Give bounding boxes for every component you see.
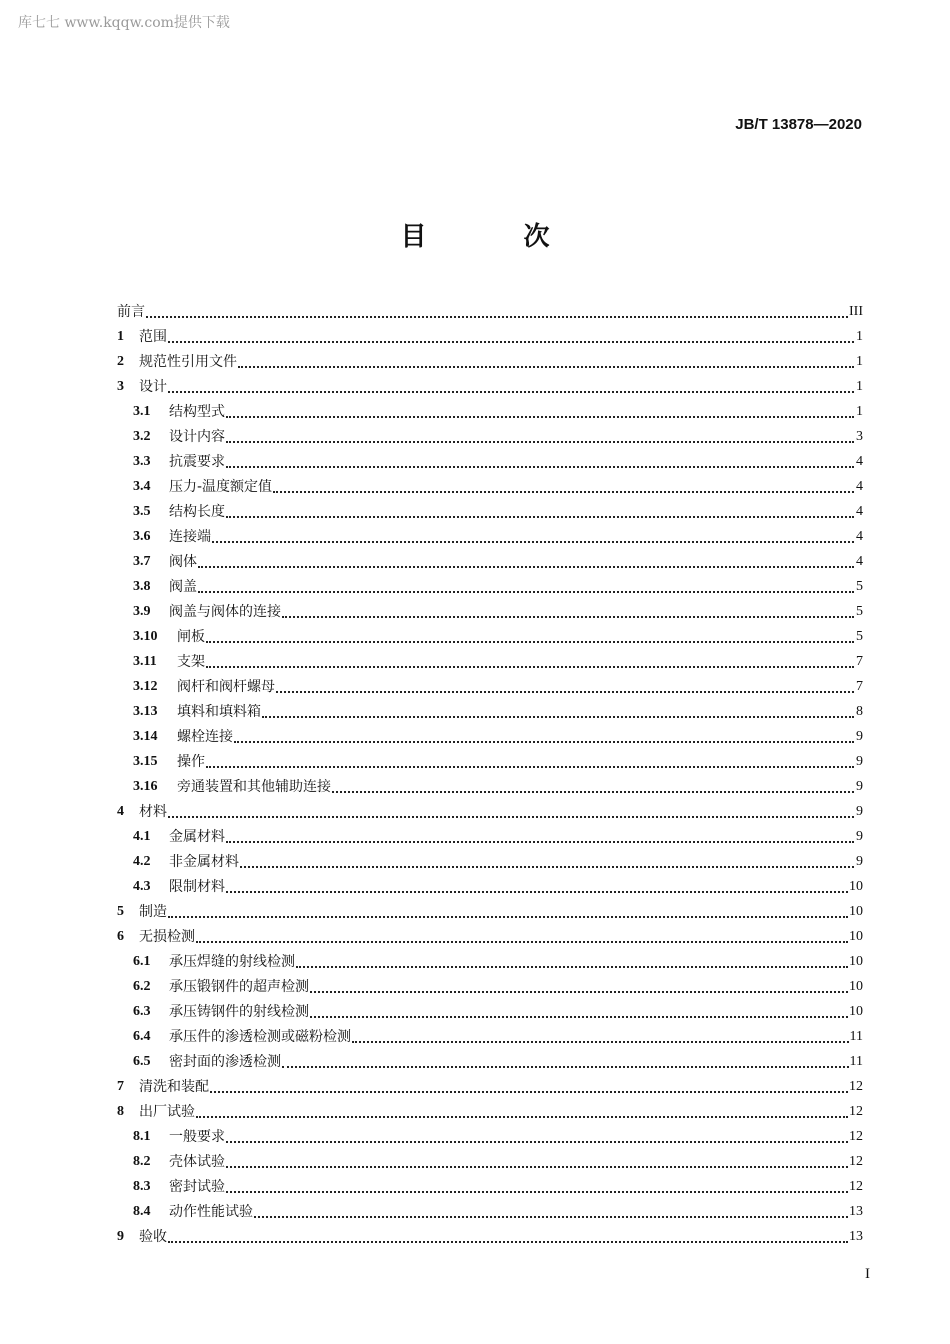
toc-entry-page: 4 (856, 554, 863, 569)
toc-entry-number: 3.8 (133, 579, 151, 594)
toc-entry-label: 闸板 (177, 629, 205, 645)
toc-entry-page: 10 (849, 879, 863, 894)
dot-leader (206, 665, 854, 668)
dot-leader (282, 1065, 849, 1068)
dot-leader (226, 440, 854, 443)
toc-entry-page: 1 (856, 379, 863, 394)
toc-entry[interactable] (117, 646, 863, 671)
watermark-text: 库七七 www.kqqw.com提供下载 (18, 15, 230, 31)
toc-entry-page: 11 (849, 1054, 863, 1069)
toc-entry-number: 3.2 (133, 429, 151, 444)
toc-entry[interactable] (117, 571, 863, 596)
toc-entry[interactable] (117, 721, 863, 746)
toc-entry[interactable] (117, 1096, 863, 1121)
toc-entry-number: 6.3 (133, 1004, 151, 1019)
toc-entry[interactable] (117, 1196, 863, 1221)
dot-leader (352, 1040, 849, 1043)
toc-entry-page: 10 (849, 904, 863, 919)
toc-entry-page: 4 (856, 454, 863, 469)
page-number: I (865, 1266, 870, 1282)
dot-leader (168, 915, 848, 918)
toc-entry-page: 5 (856, 579, 863, 594)
toc-entry-number: 9 (117, 1229, 124, 1244)
dot-leader (296, 965, 848, 968)
toc-entry-number: 5 (117, 904, 124, 919)
dot-leader (226, 465, 854, 468)
toc-entry-label: 材料 (139, 804, 167, 820)
toc-entry[interactable] (117, 1121, 863, 1146)
toc-entry-page: 12 (849, 1129, 863, 1144)
toc-entry-page: 12 (849, 1179, 863, 1194)
dot-leader (196, 1115, 848, 1118)
toc-entry[interactable] (117, 371, 863, 396)
toc-entry-page: 1 (856, 404, 863, 419)
toc-entry[interactable] (117, 696, 863, 721)
toc-entry-number: 6.1 (133, 954, 151, 969)
toc-entry-number: 6 (117, 929, 124, 944)
dot-leader (206, 640, 854, 643)
toc-entry-number: 7 (117, 1079, 124, 1094)
dot-leader (226, 415, 854, 418)
toc-entry-number: 3 (117, 379, 124, 394)
toc-entry[interactable] (117, 946, 863, 971)
toc-entry-number: 3.9 (133, 604, 151, 619)
toc-entry-number: 3.3 (133, 454, 151, 469)
toc-entry[interactable] (117, 671, 863, 696)
dot-leader (226, 840, 854, 843)
toc-entry-number: 3.10 (133, 629, 158, 644)
toc-entry-number: 3.6 (133, 529, 151, 544)
toc-entry-number: 8.4 (133, 1204, 151, 1219)
dot-leader (310, 990, 848, 993)
toc-entry-number: 4.2 (133, 854, 151, 869)
dot-leader (226, 1165, 848, 1168)
toc-entry-label: 阀盖与阀体的连接 (169, 604, 281, 620)
toc-entry[interactable] (117, 421, 863, 446)
toc-entry[interactable] (117, 1021, 863, 1046)
toc-entry-number: 4.1 (133, 829, 151, 844)
dot-leader (240, 865, 854, 868)
toc-entry-label: 规范性引用文件 (139, 354, 237, 370)
dot-leader (198, 590, 854, 593)
dot-leader (168, 1240, 848, 1243)
toc-entry-label: 阀盖 (169, 579, 197, 595)
dot-leader (273, 490, 854, 493)
toc-entry[interactable] (117, 996, 863, 1021)
dot-leader (226, 1140, 848, 1143)
toc-entry[interactable] (117, 471, 863, 496)
toc-entry-page: 9 (856, 754, 863, 769)
dot-leader (168, 340, 854, 343)
toc-entry[interactable] (117, 296, 863, 321)
toc-entry-page: 4 (856, 479, 863, 494)
toc-entry-label: 密封面的渗透检测 (169, 1054, 281, 1070)
toc-entry-number: 8.2 (133, 1154, 151, 1169)
toc-entry[interactable] (117, 846, 863, 871)
dot-leader (226, 890, 848, 893)
dot-leader (168, 815, 854, 818)
toc-entry-number: 3.14 (133, 729, 158, 744)
dot-leader (226, 1190, 848, 1193)
toc-entry[interactable] (117, 321, 863, 346)
toc-entry-page: 12 (849, 1104, 863, 1119)
toc-entry[interactable] (117, 1071, 863, 1096)
toc-entry-number: 3.12 (133, 679, 158, 694)
dot-leader (226, 515, 854, 518)
toc-entry-page: 9 (856, 729, 863, 744)
toc-entry-number: 6.2 (133, 979, 151, 994)
toc-entry[interactable] (117, 821, 863, 846)
toc-entry-page: 1 (856, 354, 863, 369)
toc-entry-number: 3.7 (133, 554, 151, 569)
toc-entry-page: 8 (856, 704, 863, 719)
toc-entry[interactable] (117, 521, 863, 546)
toc-entry-label: 验收 (139, 1229, 167, 1245)
table-of-contents (117, 296, 863, 1246)
dot-leader (262, 715, 854, 718)
toc-entry-label: 抗震要求 (169, 454, 225, 470)
toc-entry-label: 承压锻钢件的超声检测 (169, 979, 309, 995)
toc-entry-label: 结构型式 (169, 404, 225, 420)
toc-entry-page: 12 (849, 1154, 863, 1169)
dot-leader (254, 1215, 848, 1218)
toc-entry-number: 3.1 (133, 404, 151, 419)
toc-entry-label: 阀体 (169, 554, 197, 570)
toc-entry[interactable] (117, 496, 863, 521)
toc-entry[interactable] (117, 1046, 863, 1071)
toc-entry-label: 无损检测 (139, 929, 195, 945)
toc-entry-page: 10 (849, 1004, 863, 1019)
dot-leader (332, 790, 854, 793)
toc-entry-label: 承压焊缝的射线检测 (169, 954, 295, 970)
toc-entry-label: 清洗和装配 (139, 1079, 209, 1095)
dot-leader (238, 365, 854, 368)
toc-entry-page: 9 (856, 829, 863, 844)
toc-entry-label: 范围 (139, 329, 167, 345)
toc-entry[interactable] (117, 1171, 863, 1196)
toc-entry-label: 壳体试验 (169, 1154, 225, 1170)
toc-entry-page: 5 (856, 604, 863, 619)
toc-entry-number: 3.13 (133, 704, 158, 719)
toc-entry-number: 6.5 (133, 1054, 151, 1069)
toc-entry[interactable] (117, 446, 863, 471)
toc-entry-number: 8 (117, 1104, 124, 1119)
toc-entry-page: 10 (849, 929, 863, 944)
toc-entry-number: 4.3 (133, 879, 151, 894)
toc-entry-page: 10 (849, 954, 863, 969)
dot-leader (276, 690, 854, 693)
standard-code: JB/T 13878—2020 (735, 116, 862, 133)
toc-entry-page: 4 (856, 504, 863, 519)
toc-entry-page: 4 (856, 529, 863, 544)
toc-entry-number: 4 (117, 804, 124, 819)
toc-entry[interactable] (117, 771, 863, 796)
toc-entry-label: 填料和填料箱 (177, 704, 261, 720)
toc-entry-page: 1 (856, 329, 863, 344)
dot-leader (282, 615, 854, 618)
toc-entry-number: 8.1 (133, 1129, 151, 1144)
toc-entry-label: 一般要求 (169, 1129, 225, 1145)
toc-entry-label: 制造 (139, 904, 167, 920)
toc-entry-number: 3.4 (133, 479, 151, 494)
toc-entry-page: 11 (849, 1029, 863, 1044)
toc-entry-label: 阀杆和阀杆螺母 (177, 679, 275, 695)
dot-leader (198, 565, 854, 568)
toc-entry-label: 支架 (177, 654, 205, 670)
toc-entry-label: 非金属材料 (169, 854, 239, 870)
toc-entry[interactable] (117, 1221, 863, 1246)
toc-entry-label: 动作性能试验 (169, 1204, 253, 1220)
dot-leader (146, 315, 848, 318)
toc-entry-label: 压力-温度额定值 (169, 479, 273, 495)
toc-entry-label: 结构长度 (169, 504, 225, 520)
toc-entry-label: 连接端 (169, 529, 211, 545)
dot-leader (212, 540, 854, 543)
page-title: 目 次 (400, 222, 594, 252)
toc-entry[interactable] (117, 921, 863, 946)
toc-entry-page: 7 (856, 679, 863, 694)
toc-entry[interactable] (117, 896, 863, 921)
toc-entry[interactable] (117, 396, 863, 421)
dot-leader (234, 740, 854, 743)
toc-entry-page: 5 (856, 629, 863, 644)
toc-entry[interactable] (117, 596, 863, 621)
toc-entry-label: 前言 (117, 304, 145, 320)
toc-entry-number: 6.4 (133, 1029, 151, 1044)
toc-entry-label: 承压件的渗透检测或磁粉检测 (169, 1029, 351, 1045)
dot-leader (206, 765, 854, 768)
toc-entry[interactable] (117, 871, 863, 896)
toc-entry[interactable] (117, 346, 863, 371)
toc-entry-label: 出厂试验 (139, 1104, 195, 1120)
toc-entry-label: 旁通装置和其他辅助连接 (177, 779, 331, 795)
toc-entry[interactable] (117, 746, 863, 771)
toc-entry-label: 设计内容 (169, 429, 225, 445)
toc-entry[interactable] (117, 796, 863, 821)
toc-entry-page: 13 (849, 1229, 863, 1244)
toc-entry-number: 1 (117, 329, 124, 344)
toc-entry-label: 操作 (177, 754, 205, 770)
toc-entry-page: III (849, 304, 863, 319)
toc-entry-page: 3 (856, 429, 863, 444)
toc-entry[interactable] (117, 621, 863, 646)
toc-entry-number: 3.11 (133, 654, 157, 669)
dot-leader (210, 1090, 848, 1093)
toc-entry-label: 金属材料 (169, 829, 225, 845)
toc-entry-label: 密封试验 (169, 1179, 225, 1195)
toc-entry-label: 螺栓连接 (177, 729, 233, 745)
toc-entry-number: 2 (117, 354, 124, 369)
toc-entry-page: 9 (856, 804, 863, 819)
toc-entry-page: 9 (856, 854, 863, 869)
toc-entry-page: 10 (849, 979, 863, 994)
toc-entry-page: 7 (856, 654, 863, 669)
toc-entry[interactable] (117, 1146, 863, 1171)
toc-entry-page: 13 (849, 1204, 863, 1219)
toc-entry-page: 9 (856, 779, 863, 794)
toc-entry-number: 3.16 (133, 779, 158, 794)
toc-entry-label: 承压铸钢件的射线检测 (169, 1004, 309, 1020)
toc-entry-page: 12 (849, 1079, 863, 1094)
toc-entry-number: 3.15 (133, 754, 158, 769)
toc-entry-number: 3.5 (133, 504, 151, 519)
toc-entry-label: 限制材料 (169, 879, 225, 895)
toc-entry-number: 8.3 (133, 1179, 151, 1194)
dot-leader (168, 390, 854, 393)
toc-entry[interactable] (117, 546, 863, 571)
toc-entry-label: 设计 (139, 379, 167, 395)
toc-entry[interactable] (117, 971, 863, 996)
dot-leader (310, 1015, 848, 1018)
dot-leader (196, 940, 848, 943)
